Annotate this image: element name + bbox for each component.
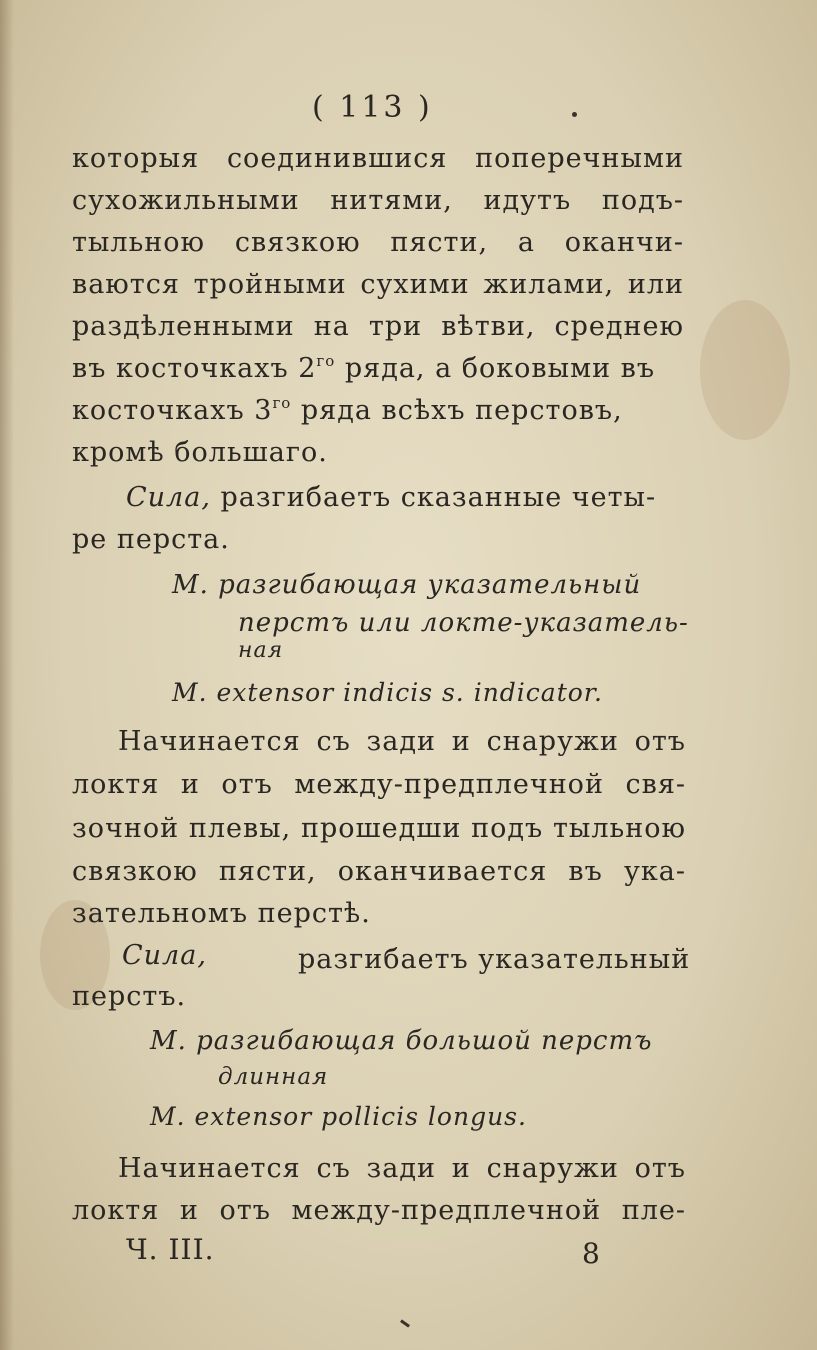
force-line: [122, 942, 207, 969]
text-line: сухожильными нитями, идутъ подъ-: [72, 185, 684, 216]
superscript: го: [272, 394, 292, 412]
force-line: [126, 484, 656, 511]
paper-stain: [700, 300, 790, 440]
text-line: [72, 394, 684, 426]
text-line: перстъ.: [72, 981, 187, 1012]
text-line: зочной плевы, прошедши подъ тыльною: [72, 813, 686, 844]
signature-mark: Ч. III.: [126, 1233, 215, 1266]
force-label: Сила,: [122, 940, 207, 971]
text-line: локтя и отъ между-предплечной свя-: [72, 769, 686, 800]
text-line: Начинается съ зади и снаружи отъ: [118, 726, 686, 757]
muscle-name-latin: M. extensor pollicis longus.: [150, 1102, 527, 1131]
text-fragment: въ косточкахъ 2: [72, 353, 317, 384]
text-line: локтя и отъ между-предплечной пле-: [72, 1195, 686, 1226]
force-text: разгибаетъ указательный: [298, 944, 691, 975]
text-line: кромѣ большаго.: [72, 437, 328, 468]
ink-dot: [572, 112, 577, 117]
page-spine-shadow: [0, 0, 14, 1350]
text-line: которыя соединившися поперечными: [72, 143, 684, 174]
muscle-name-ru: длинная: [218, 1064, 329, 1090]
ink-mark: [400, 1319, 410, 1327]
muscle-name-ru: М. разгибающая большой перстъ: [150, 1026, 653, 1056]
superscript: го: [316, 352, 336, 370]
text-line: тыльною связкою пясти, а оканчи-: [72, 227, 684, 258]
text-fragment: ряда всѣхъ перстовъ,: [291, 395, 623, 426]
force-label: Сила,: [126, 482, 211, 513]
muscle-name-latin: M. extensor indicis s. indicator.: [172, 678, 603, 707]
muscle-name-ru: М. разгибающая указательный: [172, 570, 642, 600]
force-text: разгибаетъ сказанные четы-: [220, 482, 657, 513]
text-line: ре перста.: [72, 524, 230, 555]
page-number: ( 113 ): [312, 90, 433, 125]
muscle-name-ru: перстъ или локте-указатель-: [238, 608, 689, 638]
text-fragment: косточкахъ 3: [72, 395, 273, 426]
text-line: зательномъ перстѣ.: [72, 898, 371, 929]
text-line: раздѣленными на три вѣтви, среднею: [72, 311, 684, 342]
muscle-name-ru: ная: [238, 638, 284, 663]
text-line: связкою пясти, оканчивается въ ука-: [72, 856, 686, 887]
text-fragment: ряда, а боковыми въ: [335, 353, 656, 384]
text-line: ваются тройными сухими жилами, или: [72, 269, 684, 300]
text-line: [72, 352, 684, 384]
sheet-number: 8: [582, 1237, 601, 1270]
text-line: Начинается съ зади и снаружи отъ: [118, 1153, 686, 1184]
